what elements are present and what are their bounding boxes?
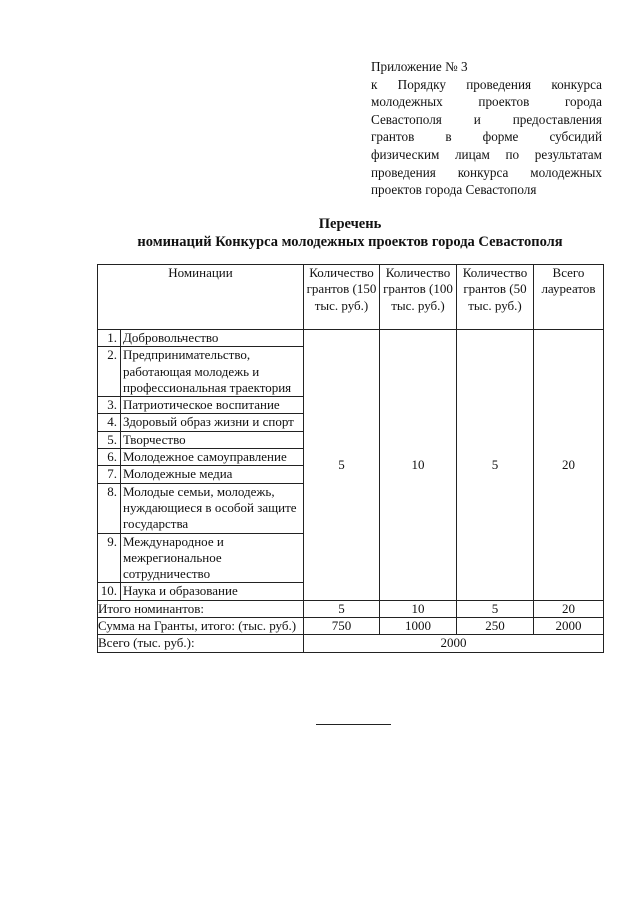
grants-150-value: 5 [304,330,380,601]
nomination-name: Здоровый образ жизни и спорт [121,414,304,431]
grants-100-value: 10 [380,330,457,601]
totals-label: Итого номинантов: [98,600,304,617]
appendix-line: к Порядку проведения конкурса [371,76,602,92]
appendix-title: Приложение № 3 [371,59,468,74]
table-header-row [98,265,604,330]
row-number: 7. [98,466,121,483]
nomination-name: Патриотическое воспитание [121,397,304,414]
nomination-name: Творчество [121,431,304,448]
sum-label: Сумма на Гранты, итого: (тыс. руб.) [98,618,304,635]
table-row [98,330,604,347]
row-number: 2. [98,347,121,397]
appendix-line: грантов в форме субсидий [371,129,602,145]
nominations-table [97,264,604,653]
sum-150: 750 [304,618,380,635]
totals-row [98,600,604,617]
appendix-line: проектов города Севастополя [371,182,537,198]
grand-total-value: 2000 [304,635,604,652]
header-grants-50: Количество грантов (50 тыс. руб.) [457,265,534,330]
end-divider [316,724,391,725]
grants-50-value: 5 [457,330,534,601]
row-number: 4. [98,414,121,431]
sum-100: 1000 [380,618,457,635]
appendix-line: физическим лицам по результатам [371,146,602,162]
row-number: 10. [98,583,121,600]
header-laureates: Всего лауреатов [534,265,604,330]
nomination-name: Международное и межрегиональное сотрудничество [121,533,304,583]
totals-150: 5 [304,600,380,617]
row-number: 5. [98,431,121,448]
laureates-value: 20 [534,330,604,601]
sum-total: 2000 [534,618,604,635]
row-number: 1. [98,330,121,347]
sum-50: 250 [457,618,534,635]
row-number: 6. [98,449,121,466]
grand-total-row [98,635,604,652]
header-grants-150: Количество грантов (150 тыс. руб.) [304,265,380,330]
header-grants-100: Количество грантов (100 тыс. руб.) [380,265,457,330]
nomination-name: Молодые семьи, молодежь, нуждающиеся в особой защите государства [121,483,304,533]
row-number: 8. [98,483,121,533]
appendix-line: молодежных проектов города [371,94,602,110]
appendix-line: Севастополя и предоставления [371,111,602,127]
nomination-name: Добровольчество [121,330,304,347]
appendix-block [371,58,602,199]
grand-total-label: Всего (тыс. руб.): [98,635,304,652]
totals-50: 5 [457,600,534,617]
appendix-line: проведения конкурса молодежных [371,164,602,180]
row-number: 3. [98,397,121,414]
document-title: Перечень [318,216,382,232]
header-nominations: Номинации [98,265,304,330]
nomination-name: Предпринимательство, работающая молодежь и профессиональная траектория [121,347,304,397]
totals-laureates: 20 [534,600,604,617]
nomination-name: Молодежное самоуправление [121,449,304,466]
row-number: 9. [98,533,121,583]
sum-row [98,618,604,635]
document-subtitle: номинаций Конкурса молодежных проектов города Севастополя [137,234,563,250]
nomination-name: Наука и образование [121,583,304,600]
totals-100: 10 [380,600,457,617]
nomination-name: Молодежные медиа [121,466,304,483]
